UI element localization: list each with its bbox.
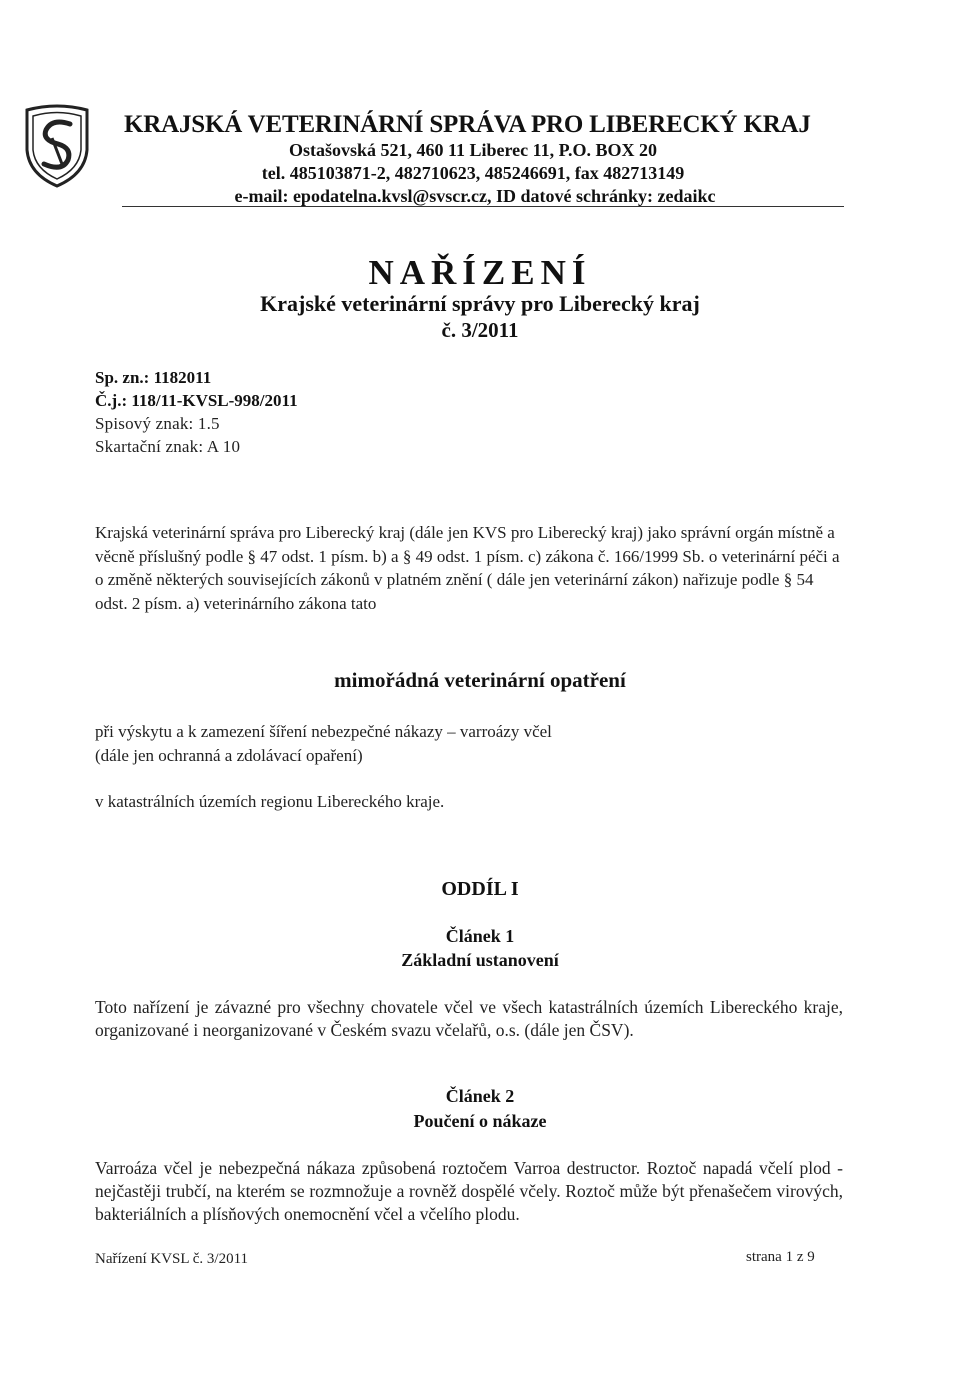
reference-cj: Č.j.: 118/11-KVSL-998/2011 (95, 391, 298, 410)
measures-line: (dále jen ochranná a zdolávací opaření) (95, 745, 363, 765)
document-subtitle: Krajské veterinární správy pro Liberecký kraj (260, 291, 700, 316)
svs-shield-logo-icon (22, 104, 92, 190)
article-title: Poučení o nákaze (413, 1111, 547, 1131)
article-heading: Článek 1 (445, 926, 515, 946)
footer-document-id: Nařízení KVSL č. 3/2011 (95, 1251, 249, 1267)
organization-name: KRAJSKÁ VETERINÁRNÍ SPRÁVA PRO LIBERECKÝ KRAJ (124, 111, 811, 138)
contact-phones: tel. 485103871-2, 482710623, 485246691, fax 482713149 (261, 163, 685, 183)
page-number: strana 1 z 9 (746, 1249, 815, 1265)
measures-heading: mimořádná veterinární opatření (334, 668, 626, 692)
measures-line: při výskytu a k zamezení šíření nebezpečné nákazy – varroázy včel (95, 722, 552, 741)
reference-spisovy-znak: Spisový znak: 1.5 (95, 414, 220, 433)
article-title: Základní ustanovení (401, 950, 559, 970)
measures-description (95, 720, 843, 767)
article-heading: Článek 2 (445, 1086, 515, 1106)
contact-email: e-mail: epodatelna.kvsl@svscr.cz, ID datové schránky: zedaikc (234, 186, 716, 206)
section-heading: ODDÍL I (441, 878, 519, 900)
article-text: Varroáza včel je nebezpečná nákaza způsobená roztočem Varroa destructor. Roztoč napadá včelí plod - nejčastěji trubčí, na kterém se rozmnožuje a rovněž dospělé včely. Roztoč může být přenašečem virových, bakteriálních a plísňových onemocnění včel a včelího plodu. (95, 1158, 843, 1224)
article-text: Toto nařízení je závazné pro všechny chovatele včel ve všech katastrálních územích Libereckého kraje, organizované i neorganizované v Českém svazu včelařů, o.s. (dále jen ČSV). (95, 997, 843, 1040)
reference-skartacni-znak: Skartační znak: A 10 (95, 437, 241, 456)
header-divider (122, 206, 844, 207)
document-title: NAŘÍZENÍ (368, 253, 592, 292)
document-number: č. 3/2011 (441, 318, 519, 342)
intro-paragraph: Krajská veterinární správa pro Liberecký kraj (dále jen KVS pro Liberecký kraj) jako správní orgán místně a věcně příslušný podle § 47 odst. 1 písm. b) a § 49 odst. 1 písm. c) zákona č. 166/1999 Sb. o veterinární péči a o změně některých souvisejících zákonů v platném znění ( dále jen veterinární zákon) nařizuje podle § 54 odst. 2 písm. a) veterinárního zákona tato (95, 523, 840, 613)
address-line: Ostašovská 521, 460 11 Liberec 11, P.O. BOX 20 (288, 140, 658, 160)
measures-scope: v katastrálních územích regionu Libereckého kraje. (95, 792, 445, 811)
reference-sp-zn: Sp. zn.: 1182011 (95, 368, 212, 387)
